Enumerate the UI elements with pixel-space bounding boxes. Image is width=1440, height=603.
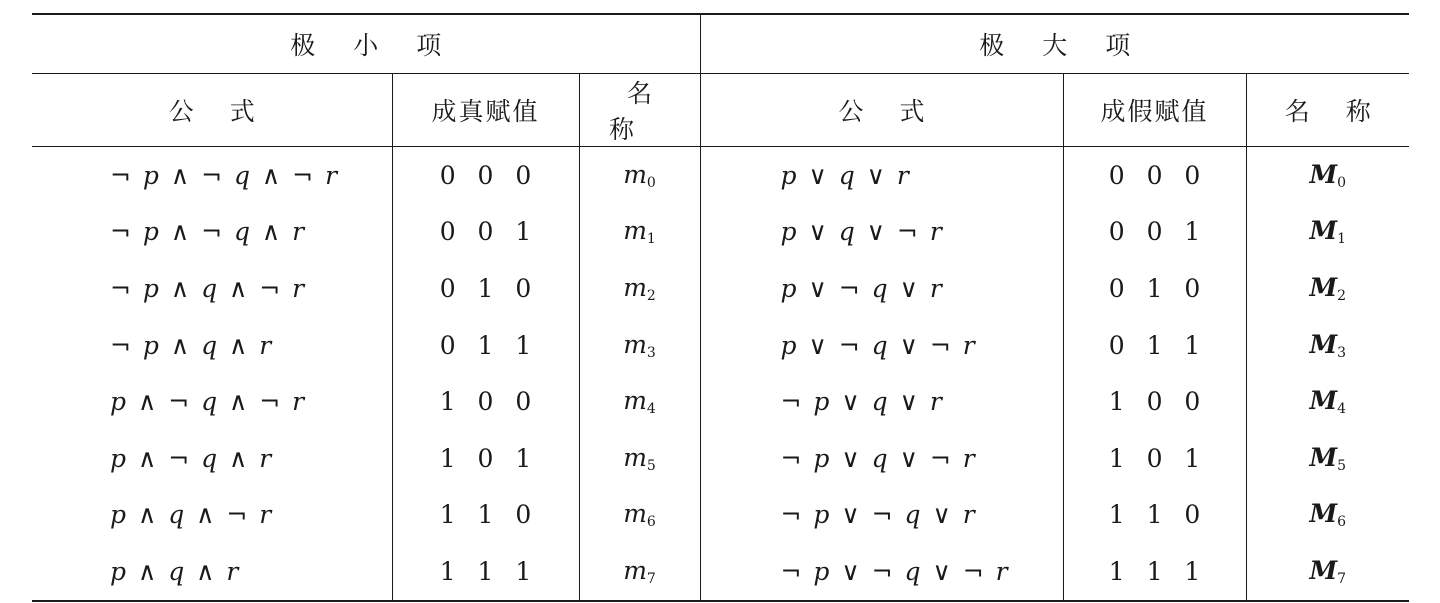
false-assignment-cell: 1 0 0 [1063, 373, 1246, 430]
true-assignment-cell: 1 0 1 [392, 430, 579, 487]
false-assignment-header: 成假赋值 [1063, 74, 1246, 147]
true-assignment-cell: 1 1 0 [392, 487, 579, 544]
maxterm-name-cell-letter: M [1309, 442, 1338, 472]
maxterm-name-cell [1246, 317, 1409, 374]
minterm-name-cell-letter: m [623, 216, 647, 246]
maxterm-formula-cell: ¬ p ∨ ¬ q ∨ ¬ r [700, 543, 1063, 601]
table-row [32, 373, 1409, 430]
maxterm-name-cell-index: 3 [1337, 344, 1347, 361]
minterm-formula-cell: p ∧ ¬ q ∧ ¬ r [32, 373, 392, 430]
maxterm-formula-cell: ¬ p ∨ ¬ q ∨ r [700, 487, 1063, 544]
name-max-header: 名称 [1246, 74, 1409, 147]
maxterm-name-cell-letter: M [1309, 159, 1338, 189]
maxterm-formula-cell: p ∨ q ∨ ¬ r [700, 204, 1063, 261]
minterm-formula-cell: ¬ p ∧ ¬ q ∧ r [32, 204, 392, 261]
minterm-name-cell-letter: m [623, 499, 647, 529]
table-row [32, 487, 1409, 544]
table-row [32, 147, 1409, 204]
minterm-name-cell-letter: m [623, 329, 647, 359]
minterm-formula-cell: p ∧ ¬ q ∧ r [32, 430, 392, 487]
true-assignment-cell: 0 0 0 [392, 147, 579, 204]
minterm-name-cell-index: 5 [646, 457, 656, 474]
maxterm-name-cell-letter: M [1309, 329, 1338, 359]
maxterm-name-cell-letter: M [1309, 386, 1338, 416]
maxterm-formula-cell: ¬ p ∨ q ∨ ¬ r [700, 430, 1063, 487]
false-assignment-cell: 1 1 1 [1063, 543, 1246, 601]
minterm-name-cell-index: 2 [646, 287, 656, 304]
minterm-name-cell [579, 543, 700, 601]
table-row [32, 317, 1409, 374]
minterm-name-cell-index: 7 [646, 570, 656, 587]
table-row [32, 260, 1409, 317]
maxterm-name-cell-letter: M [1309, 499, 1338, 529]
true-assignment-cell: 1 0 0 [392, 373, 579, 430]
maxterm-name-cell-index: 4 [1337, 401, 1347, 418]
true-assignment-cell: 1 1 1 [392, 543, 579, 601]
maxterm-name-cell-index: 5 [1337, 457, 1347, 474]
minterm-name-cell [579, 317, 700, 374]
maxterm-name-cell [1246, 204, 1409, 261]
maxterm-name-cell [1246, 147, 1409, 204]
maxterm-name-cell [1246, 373, 1409, 430]
maxterm-name-cell-letter: M [1309, 272, 1338, 302]
minterm-name-cell-letter: m [623, 159, 647, 189]
formula-min-header: 公式 [32, 74, 392, 147]
maxterm-name-cell [1246, 430, 1409, 487]
maxterm-formula-cell: p ∨ q ∨ r [700, 147, 1063, 204]
maxterm-name-cell [1246, 487, 1409, 544]
minterm-formula-cell: p ∧ q ∧ r [32, 543, 392, 601]
minterm-name-cell-index: 6 [646, 514, 656, 531]
minterm-formula-cell: p ∧ q ∧ ¬ r [32, 487, 392, 544]
minterm-name-cell [579, 260, 700, 317]
true-assignment-cell: 0 0 1 [392, 204, 579, 261]
minterm-name-cell [579, 204, 700, 261]
table-body [32, 147, 1409, 601]
false-assignment-cell: 0 1 1 [1063, 317, 1246, 374]
minterm-name-cell [579, 487, 700, 544]
minterm-name-cell-letter: m [623, 272, 647, 302]
maxterm-name-cell-index: 2 [1337, 287, 1347, 304]
minterm-name-cell-index: 3 [646, 344, 656, 361]
maxterm-name-cell-index: 6 [1337, 514, 1347, 531]
true-assignment-header: 成真赋值 [392, 74, 579, 147]
maxterm-name-cell [1246, 543, 1409, 601]
formula-max-header: 公式 [700, 74, 1063, 147]
minterm-formula-cell: ¬ p ∧ q ∧ ¬ r [32, 260, 392, 317]
minterm-formula-cell: ¬ p ∧ q ∧ r [32, 317, 392, 374]
minterm-group-header: 极小项 [32, 14, 700, 74]
maxterm-name-cell-index: 7 [1337, 570, 1347, 587]
maxterm-formula-cell: ¬ p ∨ q ∨ r [700, 373, 1063, 430]
minterm-name-cell-letter: m [623, 442, 647, 472]
false-assignment-cell: 1 0 1 [1063, 430, 1246, 487]
false-assignment-cell: 0 1 0 [1063, 260, 1246, 317]
maxterm-group-header: 极大项 [700, 14, 1409, 74]
minterm-name-cell-index: 4 [646, 401, 656, 418]
table-row [32, 204, 1409, 261]
group-header-row [32, 14, 1409, 74]
minterm-formula-cell: ¬ p ∧ ¬ q ∧ ¬ r [32, 147, 392, 204]
minterm-name-cell [579, 430, 700, 487]
minterm-maxterm-table-container [32, 13, 1409, 602]
minterm-name-cell-index: 0 [646, 174, 656, 191]
minterm-name-cell-letter: m [623, 555, 647, 585]
maxterm-name-cell-index: 1 [1337, 231, 1347, 248]
maxterm-formula-cell: p ∨ ¬ q ∨ r [700, 260, 1063, 317]
column-header-row [32, 74, 1409, 147]
false-assignment-cell: 0 0 1 [1063, 204, 1246, 261]
table-row [32, 430, 1409, 487]
table-row [32, 543, 1409, 601]
minterm-name-cell-index: 1 [646, 231, 656, 248]
minterm-name-cell-letter: m [623, 386, 647, 416]
false-assignment-cell: 0 0 0 [1063, 147, 1246, 204]
maxterm-formula-cell: p ∨ ¬ q ∨ ¬ r [700, 317, 1063, 374]
minterm-maxterm-table [32, 13, 1409, 602]
maxterm-name-cell-letter: M [1309, 555, 1338, 585]
maxterm-name-cell-letter: M [1309, 216, 1338, 246]
true-assignment-cell: 0 1 1 [392, 317, 579, 374]
maxterm-name-cell [1246, 260, 1409, 317]
maxterm-name-cell-index: 0 [1337, 174, 1347, 191]
false-assignment-cell: 1 1 0 [1063, 487, 1246, 544]
minterm-name-cell [579, 373, 700, 430]
name-min-header: 名称 [579, 74, 700, 147]
true-assignment-cell: 0 1 0 [392, 260, 579, 317]
minterm-name-cell [579, 147, 700, 204]
